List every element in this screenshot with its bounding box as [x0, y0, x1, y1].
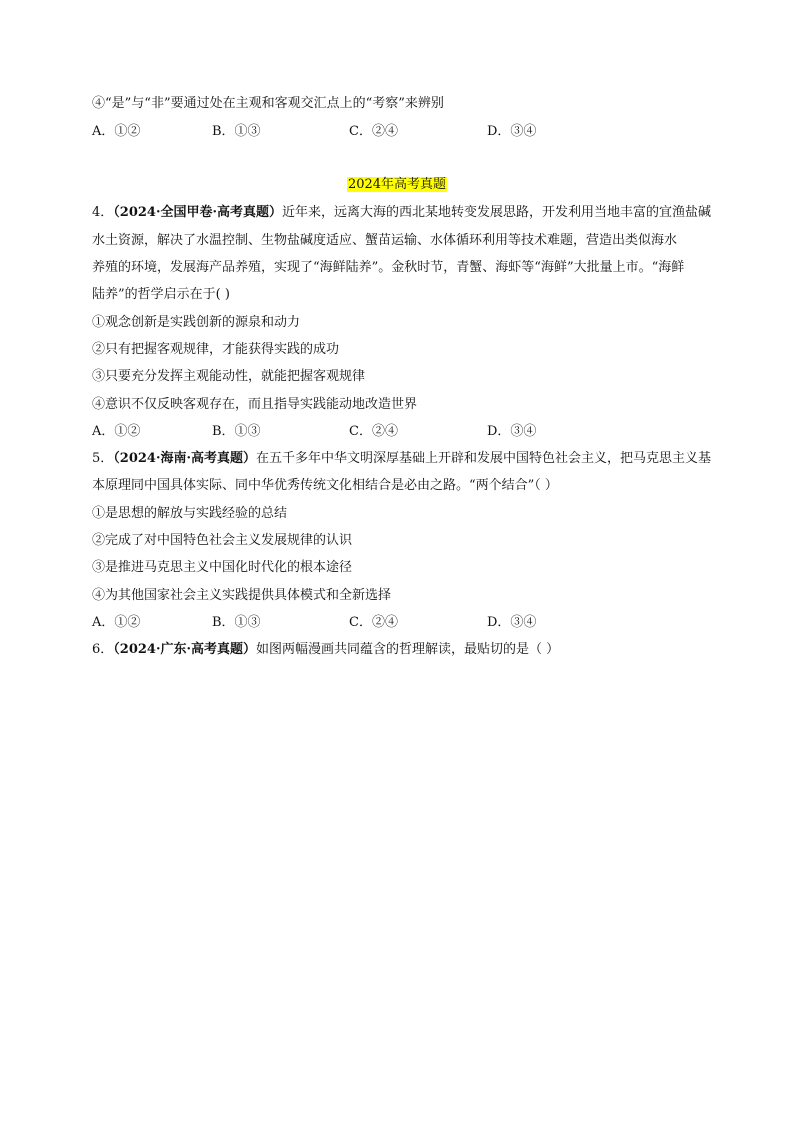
option-a: A．①② [92, 424, 141, 439]
q4-options [92, 423, 612, 441]
option-d: D．③④ [487, 124, 537, 139]
option-b: B．①③ [212, 424, 261, 439]
q5-options [92, 614, 612, 632]
option-b: B．①③ [212, 124, 261, 139]
option-c: C．②④ [349, 124, 398, 139]
q5-item-2: ②完成了对中国特色社会主义发展规律的认识 [92, 533, 353, 548]
q4-stem-line-1 [92, 204, 711, 222]
q5-item-4: ④为其他国家社会主义实践提供具体模式和全新选择 [92, 588, 392, 603]
q4-stem-line-3: 养殖的环境，发展海产品养殖，实现了“海鲜陆养”。金秋时节，青蟹、海虾等“海鲜”大批量上市。“海鲜 [92, 260, 685, 275]
option-d: D．③④ [487, 615, 537, 630]
q5-stem-line-1 [92, 450, 711, 468]
option-b: B．①③ [212, 615, 261, 630]
section-title [0, 176, 794, 194]
q4-item-1: ①观念创新是实践创新的源泉和动力 [92, 315, 301, 330]
option-d: D．③④ [487, 424, 537, 439]
prev-question-options [92, 123, 612, 141]
q5-number: 5． [92, 451, 114, 466]
q4-item-4: ④意识不仅反映客观存在，而且指导实践能动地改造世界 [92, 397, 418, 412]
option-a: A．①② [92, 615, 141, 630]
prev-question-item-4: ④“是”与“非”要通过处在主观和客观交汇点上的“考察”来辨别 [92, 96, 444, 111]
q6-number: 6． [92, 642, 114, 657]
q6-source: （2024·广东·高考真题） [113, 642, 257, 657]
q4-item-3: ③只要充分发挥主观能动性，就能把握客观规律 [92, 369, 366, 384]
q6-stem-line-1 [92, 641, 559, 659]
q5-source: （2024·海南·高考真题） [113, 451, 257, 466]
q4-stem-text-1: 近年来，远离大海的西北某地转变发展思路，开发利用当地丰富的宜渔盐碱 [282, 205, 712, 220]
q4-number: 4． [92, 205, 114, 220]
section-title-text: 2024年高考真题 [347, 177, 447, 192]
q4-stem-line-2: 水土资源，解决了水温控制、生物盐碱度适应、蟹苗运输、水体循环利用等技术难题，营造出类似海水 [92, 233, 678, 248]
q5-item-3: ③是推进马克思主义中国化时代化的根本途径 [92, 560, 353, 575]
q4-source: （2024·全国甲卷·高考真题） [113, 205, 283, 220]
q5-item-1: ①是思想的解放与实践经验的总结 [92, 506, 288, 521]
q4-stem-line-4: 陆养”的哲学启示在于( ) [92, 287, 230, 302]
q5-stem-text-1: 在五千多年中华文明深厚基础上开辟和发展中国特色社会主义，把马克思主义基 [256, 451, 712, 466]
option-a: A．①② [92, 124, 141, 139]
q4-item-2: ②只有把握客观规律，才能获得实践的成功 [92, 342, 340, 357]
q6-stem-text: 如图两幅漫画共同蕴含的哲理解读，最贴切的是（ ） [256, 642, 560, 657]
option-c: C．②④ [349, 424, 398, 439]
option-c: C．②④ [349, 615, 398, 630]
q5-stem-line-2: 本原理同中国具体实际、同中华优秀传统文化相结合是必由之路。“两个结合”（ ） [92, 478, 558, 493]
